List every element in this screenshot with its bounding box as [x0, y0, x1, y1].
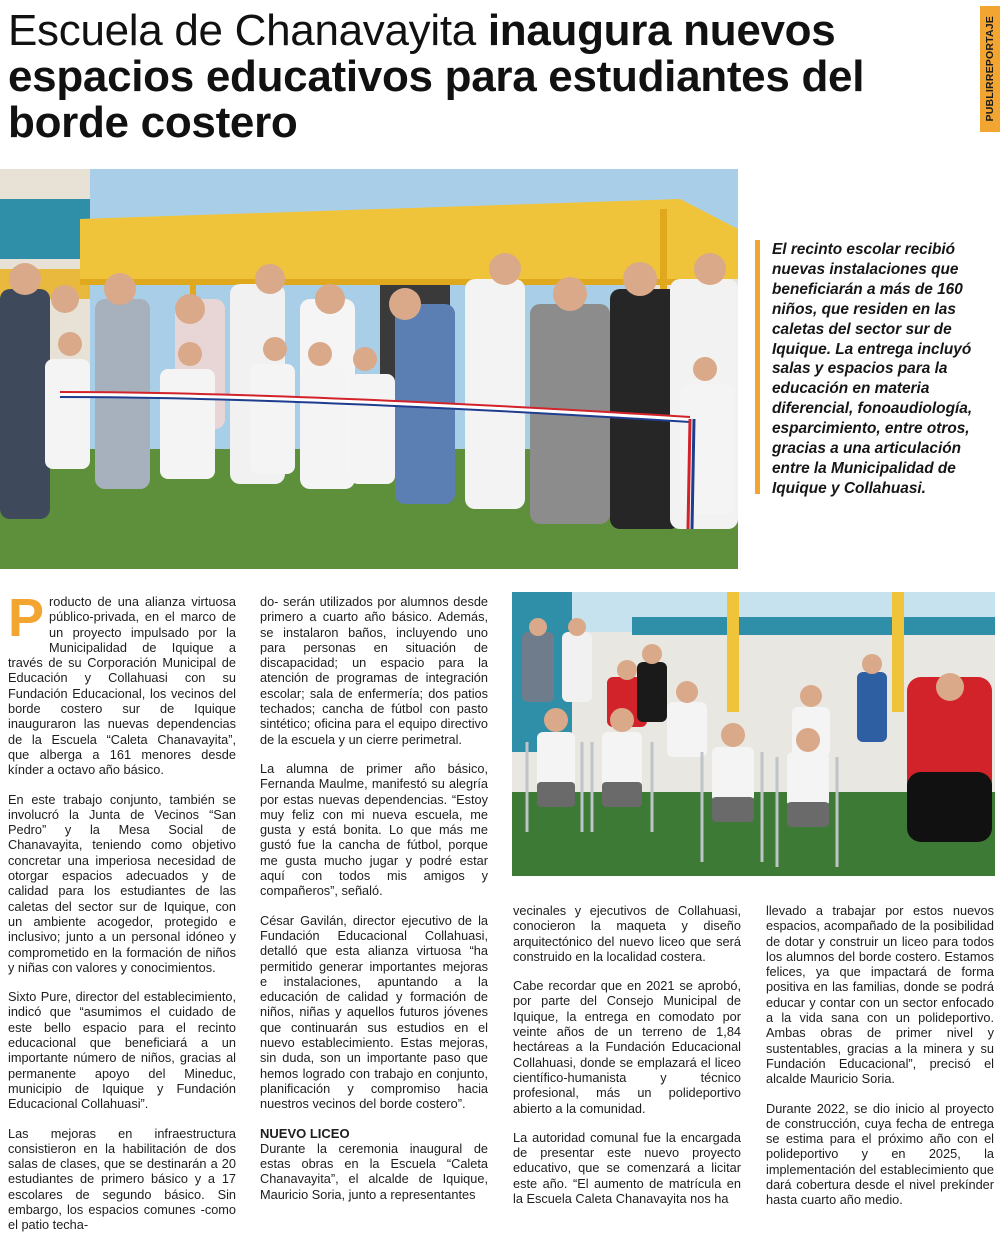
paragraph — [8, 588, 236, 778]
article-column-1 — [8, 588, 236, 1233]
headline-bold: inaugura nuevos espacios educativos para estudiantes del borde costero — [8, 6, 865, 147]
paragraph: César Gavilán, director ejecutivo de la Fundación Educacional Collahuasi, detalló que esta alianza virtuosa “ha permitido generar importantes mejoras e instalaciones, apuntando a la educación de calidad y formación de niños, niñas y aquellos futuros jóvenes que continuarán sus estudios en el nuevo establecimiento. Estas mejoras, sin duda, son un importante paso que hemos logrado con trabajo en conjunto, planificación y compromiso hacia nuestros vecinos del borde costero”. — [260, 912, 488, 1112]
headline-light: Escuela de Chanavayita — [8, 6, 488, 55]
publirreportaje-label: PUBLIRREPORTAJE — [984, 16, 996, 122]
article-column-3 — [513, 903, 741, 1206]
lead-summary: El recinto escolar recibió nuevas instalaciones que beneficiarán a más de 160 niños, que residen en las caletas del sector sur de Iquique. La entrega incluyó salas y espacios para la educación en materia diferencial, fonoaudiología, esparcimiento, entre otros, gracias a una articulación entre la Municipalidad de Iquique y Collahuasi. — [772, 241, 973, 497]
paragraph: Durante 2022, se dio inicio al proyecto de construcción, cuya fecha de entrega se estima para el próximo año con el polideportivo y en 2025, la implementación del establecimiento que dará cobertura desde el nivel prekínder hasta cuarto año medio. — [766, 1100, 994, 1208]
paragraph: Las mejoras en infraestructura consistieron en la habilitación de dos salas de clases, que se destinarán a 20 estudiantes de primero básico y a 17 escolares de segundo básico. Sin embargo, los espacios comunes -como el patio techa- — [8, 1125, 236, 1233]
paragraph: La autoridad comunal fue la encargada de presentar este nuevo proyecto educativo, que se comenzará a licitar este año. “El aumento de matrícula en la Escuela Caleta Chanavayita nos ha — [513, 1129, 741, 1207]
headline — [8, 8, 968, 146]
paragraph: En este trabajo conjunto, también se involucró la Junta de Vecinos “San Pedro” y la Mesa Social de Chanavayita, teniendo como objetivo concretar una imperiosa necesidad de otorgar espacios adecuados y de calidad para los estudiantes de las caletas del sector sur de Iquique, con un ambiente acogedor, protegido e inclusivo; junto a un personal idóneo y comprometido en la formación de niños y niñas con valores y conocimientos. — [8, 791, 236, 975]
paragraph: llevado a trabajar por estos nuevos espacios, acompañado de la posibilidad de dotar y construir un liceo para todos los alumnos del borde costero. Estamos felices, ya que impactará de forma positiva en las familias, donde se podrá educar y contar con un sector enfocado a la vida sana con un polideportivo. Ambas obras de primer nivel y sustentables, gracias a la minera y su Fundación Educacional”, precisó el alcalde Mauricio Soria. — [766, 903, 994, 1087]
subheading-nuevo-liceo: NUEVO LICEO — [260, 1125, 350, 1141]
article-column-2 — [260, 594, 488, 1202]
lead-accent-bar — [755, 240, 760, 494]
paragraph: do- serán utilizados por alumnos desde primero a cuarto año básico. Además, se instalaron baños, incluyendo uno para personas en situación de discapacidad; un espacio para la atención de programas de integración escolar; sala de enfermería; dos patios techados; cancha de fútbol con pasto sintético; oficina para el equipo directivo de la escuela y un cierre perimetral. — [260, 594, 488, 747]
paragraph: La alumna de primer año básico, Fernanda Maulme, manifestó su alegría por estas nuevas dependencias. “Estoy muy feliz con mi nueva escuela, me gusta y está bonita. Lo que más me gustó fue la cancha de fútbol, porque me gusta mucho jugar y podré estar aquí con todos mis amigos y compañeros”, señaló. — [260, 760, 488, 899]
dropcap: P — [8, 588, 45, 648]
paragraph-text: roducto de una alianza virtuosa público-privada, en el marco de un proyecto impulsado por la Municipalidad de Iquique a través de su Corporación Municipal de Educación y Collahuasi con su Fundación Educacional, los vecinos del borde costero sur de Iquique inauguraron las nuevas dependencias de la Escuela “Caleta Chanavayita”, que alberga a 161 menores desde kínder a octavo año básico. — [8, 594, 236, 778]
publirreportaje-tag — [980, 6, 1000, 132]
paragraph: Durante la ceremonia inaugural de estas obras en la Escuela “Caleta Chanavayita”, el alcalde de Iquique, Mauricio Soria, junto a representantes — [260, 1140, 488, 1202]
photo-ribbon-cutting — [0, 169, 738, 569]
article-column-4 — [766, 903, 994, 1208]
paragraph: vecinales y ejecutivos de Collahuasi, conocieron la maqueta y diseño arquitectónico del nuevo liceo que será construido en la localidad costera. — [513, 903, 741, 964]
photo-seated-students — [512, 592, 995, 876]
paragraph: Cabe recordar que en 2021 se aprobó, por parte del Consejo Municipal de Iquique, la entrega en comodato por veinte años de un terreno de 1,84 hectáreas a la Fundación Educacional Collahuasi, donde se emplazará el liceo científico-humanista y técnico profesional, más un polideportivo abierto a la comunidad. — [513, 978, 741, 1116]
paragraph: Sixto Pure, director del establecimiento, indicó que “asumimos el cuidado de este bello espacio para el recinto educacional que beneficiará a un importante número de niños, gracias al permanente apoyo del Mineduc, municipio de Iquique y Fundación Educacional Collahuasi”. — [8, 989, 236, 1112]
